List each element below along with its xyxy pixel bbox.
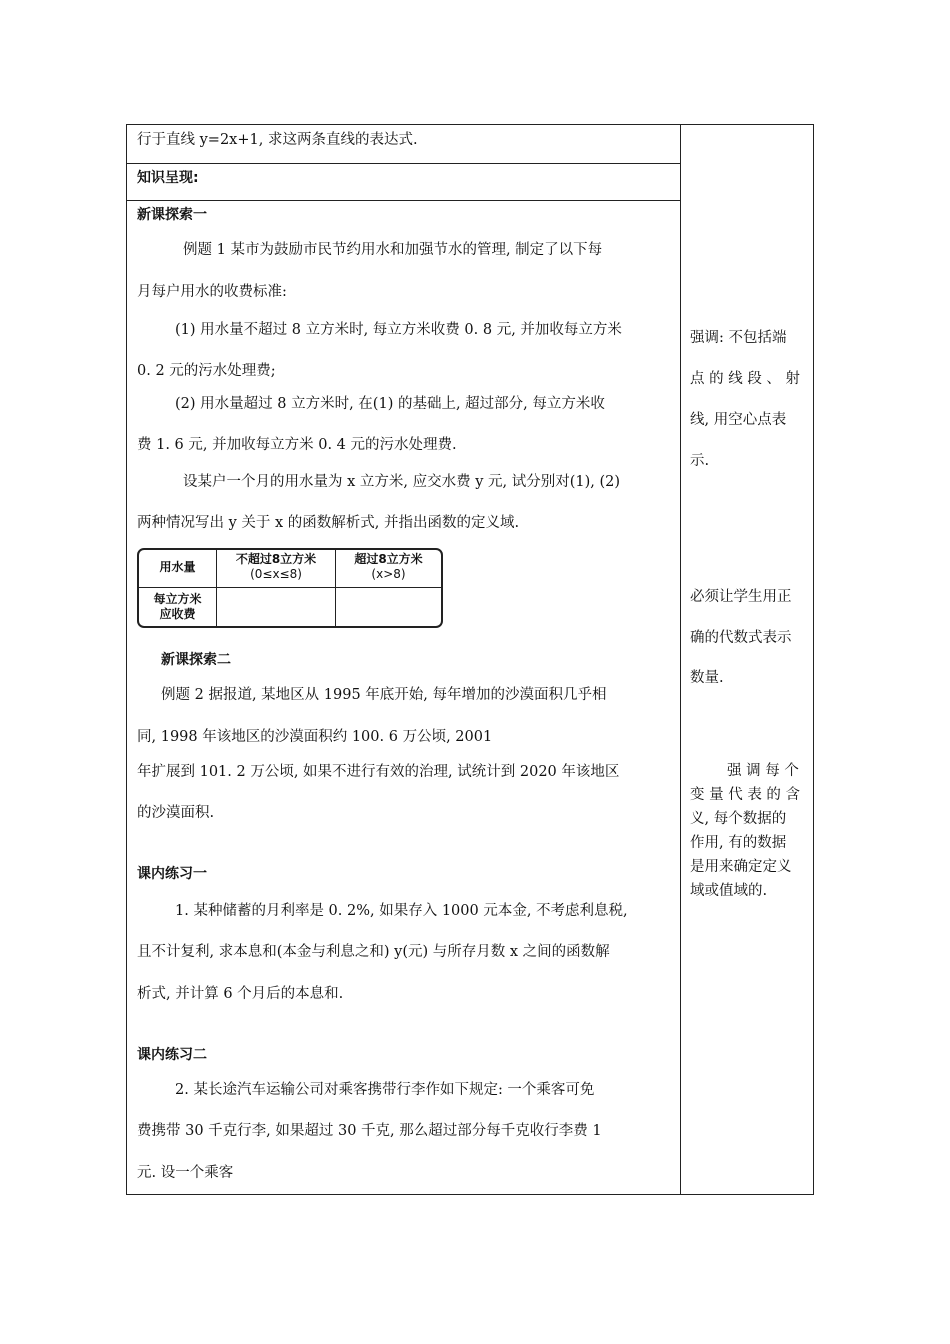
teaching-note-1-line: 示. [690,453,710,469]
practice2-line: 2. 某长途汽车运输公司对乘客携带行李作如下规定: 一个乘客可免 [175,1082,595,1098]
teaching-note-1-line: 线, 用空心点表 [690,412,787,428]
practice1-line: 且不计复利, 求本息和(本金与利息之和) y(元) 与所存月数 x 之间的函数解 [137,944,610,960]
example1-line: 费 1. 6 元, 并加收每立方米 0. 4 元的污水处理费. [137,437,457,453]
example1-line: (1) 用水量不超过 8 立方米时, 每立方米收费 0. 8 元, 并加收每立方米 [175,322,622,338]
example1-line: 例题 1 某市为鼓励市民节约用水和加强节水的管理, 制定了以下每 [183,242,603,258]
example1-line: 两种情况写出 y 关于 x 的函数解析式, 并指出函数的定义域. [137,515,520,531]
teaching-note-3-line: 变 量 代 表 的 含 [690,787,801,803]
example1-line: 0. 2 元的污水处理费; [137,363,276,379]
table-header-usage: 用水量 [159,560,196,574]
table-row-fee-line: 每立方米 [153,592,202,606]
heading-practice-1: 课内练习一 [137,866,207,882]
table-header-under8 [217,552,335,582]
practice1-line: 析式, 并计算 6 个月后的本息和. [137,986,344,1002]
example1-line: 月每户用水的收费标准: [137,284,287,300]
teaching-note-3-line: 是用来确定定义 [690,859,792,875]
table-header-over8-label: 超过8立方米 [354,552,423,566]
water-fee-table [137,548,443,628]
practice1-line: 1. 某种储蓄的月利率是 0. 2%, 如果存入 1000 元本金, 不考虑利息税, [175,903,628,919]
example1-line: 设某户一个月的用水量为 x 立方米, 应交水费 y 元, 试分别对(1), (2) [183,474,621,490]
teaching-note-2-line: 数量. [690,670,724,686]
table-row-fee [139,592,216,622]
teaching-note-3-line: 作用, 有的数据 [690,835,787,851]
table-header-over8 [336,552,441,582]
table-header-under8-label: 不超过8立方米 [235,552,317,566]
previous-problem-line: 行于直线 y=2x+1, 求这两条直线的表达式. [137,132,418,148]
lesson-table [126,124,814,1195]
heading-explore-2: 新课探索二 [161,652,231,668]
teaching-note-1-line: 点 的 线 段 、 射 [690,371,801,387]
example2-line: 例题 2 据报道, 某地区从 1995 年底开始, 每年增加的沙漠面积几乎相 [161,687,607,703]
example2-line: 同, 1998 年该地区的沙漠面积约 100. 6 万公顷, 2001 [137,729,493,745]
teaching-note-3-line: 强 调 每 个 [727,763,799,779]
example2-line: 年扩展到 101. 2 万公顷, 如果不进行有效的治理, 试统计到 2020 年该地区 [137,764,620,780]
example1-line: (2) 用水量超过 8 立方米时, 在(1) 的基础上, 超过部分, 每立方米收 [175,396,605,412]
table-row-fee-line: 应收费 [159,607,196,621]
teaching-note-3-line: 义, 每个数据的 [690,811,787,827]
teaching-note-1-line: 强调: 不包括端 [690,330,787,346]
column-divider [680,125,681,1194]
practice2-line: 费携带 30 千克行李, 如果超过 30 千克, 那么超过部分每千克收行李费 1 [137,1123,602,1139]
heading-explore-1: 新课探索一 [137,207,207,223]
table-header-over8-range: (x>8) [371,567,406,581]
heading-practice-2: 课内练习二 [137,1047,207,1063]
practice2-line: 元. 设一个乘客 [137,1165,234,1181]
example2-line: 的沙漠面积. [137,805,215,821]
heading-knowledge: 知识呈现: [137,170,199,186]
teaching-note-2-line: 必须让学生用正 [690,589,792,605]
teaching-note-2-line: 确的代数式表示 [690,630,792,646]
row-divider [127,163,680,164]
row-divider [127,200,680,201]
teaching-note-3-line: 域或值域的. [690,883,768,899]
table-row-divider [139,587,441,588]
table-header-under8-range: (0≤x≤8) [250,567,302,581]
